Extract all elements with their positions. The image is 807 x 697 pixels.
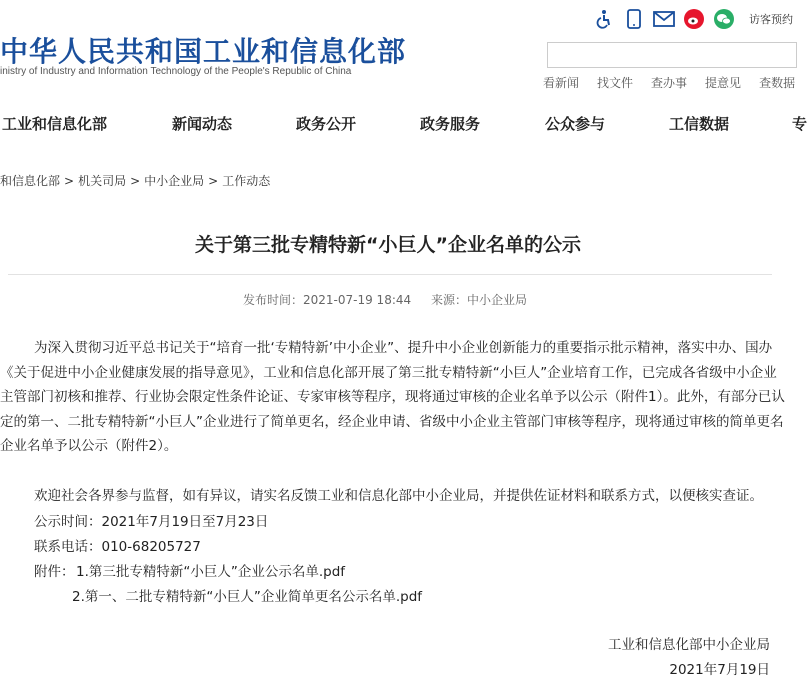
signature-org: 工业和信息化部中小企业局 [608, 637, 770, 653]
nav-item-participation[interactable]: 公众参与 [545, 115, 606, 133]
attachment-link-2[interactable]: 2.第一、二批专精特新“小巨人”企业简单更名公示名单.pdf [72, 589, 423, 605]
mobile-icon[interactable] [623, 8, 645, 30]
publicity-period: 公示时间：2021年7月19日至7月23日 [34, 514, 269, 530]
main-nav [0, 96, 807, 148]
quick-link-news[interactable]: 看新闻 [543, 76, 580, 90]
breadcrumb-work-updates[interactable]: 工作动态 [222, 174, 271, 188]
breadcrumb: 和信息化部 > 机关司局 > 中小企业局 > 工作动态 [0, 174, 271, 188]
breadcrumb-departments[interactable]: 机关司局 [78, 174, 127, 188]
breadcrumb-miit[interactable]: 和信息化部 [0, 174, 61, 188]
visitor-appointment-link[interactable]: 访客预约 [749, 13, 793, 26]
divider [8, 274, 772, 275]
accessibility-icon[interactable] [593, 8, 615, 30]
weibo-icon[interactable] [683, 8, 705, 30]
article-paragraph-1 [0, 336, 790, 459]
search-input[interactable] [548, 43, 796, 67]
quick-link-feedback[interactable]: 提意见 [705, 76, 742, 90]
mail-icon[interactable] [653, 8, 675, 30]
nav-item-topics[interactable]: 专 [792, 115, 807, 133]
site-subtitle: inistry of Industry and Information Technology of the People's Republic of China [0, 66, 352, 77]
attachment-link-1[interactable]: 1.第三批专精特新“小巨人”企业公示名单.pdf [76, 564, 346, 580]
contact-phone: 联系电话：010-68205727 [34, 539, 201, 555]
publish-time: 发布时间：2021-07-19 18:44 [243, 293, 412, 307]
article-paragraph-2: 欢迎社会各界参与监督，如有异议，请实名反馈工业和信息化部中小企业局，并提供佐证材料和联系方式，以便核实查证。 [34, 488, 763, 504]
article-title: 关于第三批专精特新“小巨人”企业名单的公示 [195, 234, 581, 256]
article-meta [0, 291, 770, 308]
search-box [547, 42, 797, 68]
nav-item-miit[interactable]: 工业和信息化部 [2, 115, 108, 133]
site-title[interactable]: 中华人民共和国工业和信息化部 [0, 35, 407, 68]
breadcrumb-sme-bureau[interactable]: 中小企业局 [144, 174, 205, 188]
attachments-label: 附件： [34, 564, 75, 580]
nav-item-gov-affairs[interactable]: 政务公开 [296, 115, 357, 133]
quick-link-services[interactable]: 查办事 [651, 76, 688, 90]
paragraph-1-text: 为深入贯彻习近平总书记关于“培育一批‘专精特新’中小企业”、提升中小企业创新能力的重要指示批示精神，落实中办、国办《关于促进中小企业健康发展的指导意见》，工业和信息化部开展了第三批专精特新“小巨人”企业培育工作，已完成各省级中小企业主管部门初核和推荐、行业协会限定性条件论证、专家审核等程序，现将通过审核的企业名单予以公示（附件1）。此外，有部分已认定的第一、二批专精特新“小巨人”企业进行了简单更名，经企业申请、省级中小企业主管部门审核等程序，现将通过审核的简单更名企业名单予以公示（附件2）。 [0, 340, 785, 454]
nav-item-news[interactable]: 新闻动态 [172, 115, 233, 133]
quick-link-files[interactable]: 找文件 [597, 76, 634, 90]
signature-date: 2021年7月19日 [669, 662, 770, 678]
nav-item-services[interactable]: 政务服务 [420, 115, 481, 133]
top-toolbar [593, 8, 793, 30]
wechat-icon[interactable] [713, 8, 735, 30]
nav-item-data[interactable]: 工信数据 [669, 115, 730, 133]
quick-links [543, 74, 804, 91]
article-source: 来源：中小企业局 [430, 293, 527, 307]
quick-link-data[interactable]: 查数据 [759, 76, 796, 90]
